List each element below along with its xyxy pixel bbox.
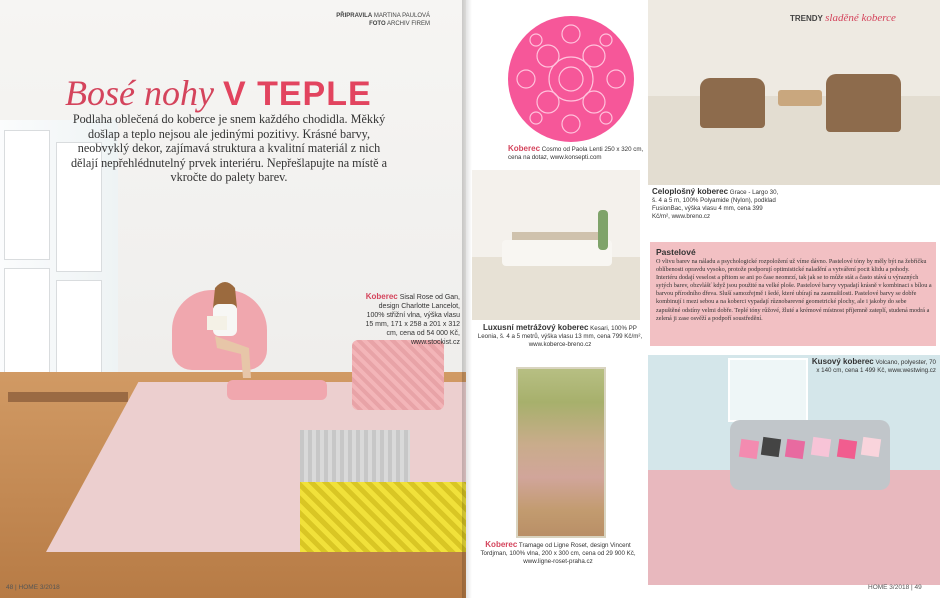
window-pane bbox=[4, 130, 50, 260]
folio-right: HOME 3/2018 | 49 bbox=[868, 584, 922, 591]
bench bbox=[8, 392, 128, 402]
caption-text: Volcano, polyester, 70 x 140 cm, cena 1 499 Kč, www.westwing.cz bbox=[816, 359, 936, 374]
armchair bbox=[700, 78, 765, 128]
woman-reading-illustration bbox=[195, 278, 255, 388]
article-intro: Podlaha oblečená do koberce je snem každého chodidla. Měkký došlap a teplo nejsou ale jedinými pozitivy. Krásné barvy, neobvyklý dekor, zajímavá struktura a kvalitní materiál z nich dělají nepřehlédnutelný prvek interiéru. Nepřešlapujte na místě a vkročte do palety barev. bbox=[70, 112, 388, 185]
armchair bbox=[826, 74, 901, 132]
title-italic: Bosé nohy bbox=[65, 73, 214, 113]
caption-luxus bbox=[476, 324, 644, 349]
pillow bbox=[811, 437, 831, 457]
bed bbox=[502, 240, 612, 266]
pouf bbox=[352, 340, 444, 410]
tramage-rug-photo bbox=[516, 367, 606, 538]
caption-label: Luxusní metrážový koberec bbox=[483, 323, 589, 332]
pillow bbox=[861, 437, 881, 457]
article-title bbox=[65, 72, 372, 114]
cosmo-rug-photo bbox=[508, 16, 634, 142]
caption-label: Celoplošný koberec bbox=[652, 187, 729, 196]
pillow bbox=[739, 439, 759, 459]
rug-yellow-panel bbox=[300, 482, 466, 552]
pastel-text: O vlivu barev na náladu a psychologické rozpoložení už víme dávno. Pastelové tóny by měly být na žebříčku oblíbenosti opravdu vysoko, protože podporují optimistické naladění a vytváření pocit klidu a pohody. Interiéru dodají veselost a přitom se ani po čase neomrzí, tak jak se to může stát a často stává u výrazných sytých barev, obzvlášť když jsou použité na velké ploše. Pastelové barvy vypadají krásně v kombinaci s bílou a barvou přírodního dřeva. Sluší samozřejmě i šedé, které ubírají na zasmušilosti. Pastelové barvy se dobře kombinují i mezi sebou a na koberci vypadají různobarevné geometrické plochy, ale i jakoby do sebe zapuštěné odstíny velmi dobře. Teplé tóny růžové, žluté a krémové místnost příjemně zateplí, studená modrá a zelená ji zase osvěží a podpoří soustředění. bbox=[656, 258, 932, 322]
section-header bbox=[790, 12, 896, 24]
pillow bbox=[837, 439, 857, 459]
pastel-heading: Pastelové bbox=[656, 247, 696, 257]
caption-kusovy bbox=[808, 358, 936, 375]
credits-value: MARTINA PAULOVÁ bbox=[373, 13, 430, 19]
caption-tramage bbox=[478, 541, 638, 566]
caption-label: Koberec bbox=[485, 540, 518, 549]
credits-label: PŘIPRAVILA bbox=[336, 13, 373, 19]
page-gutter bbox=[462, 0, 472, 598]
coffee-table bbox=[778, 90, 822, 106]
caption-label: Koberec bbox=[508, 144, 541, 153]
caption-text: Cosmo od Paola Lenti 250 x 320 cm, cena na dotaz, www.konsepti.com bbox=[508, 146, 644, 161]
caption-celoplosny bbox=[652, 188, 782, 221]
caption-label: Kusový koberec bbox=[811, 357, 874, 366]
title-caps: V TEPLE bbox=[222, 75, 372, 113]
caption-sisal-rose bbox=[360, 292, 460, 347]
caption-text: Tramage od Ligne Roset, design Vincent Tordjman, 100% vlna, 200 x 300 cm, cena od 29 900 Kč, www.ligne-roset-praha.cz bbox=[480, 542, 636, 565]
caption-cosmo bbox=[508, 145, 648, 162]
credits bbox=[310, 12, 430, 28]
caption-text: Kesari, 100% PP Leonia, š. 4 a 5 metrů, výška vlasu 13 mm, cena 799 Kč/m², www.koberce-breno.cz bbox=[477, 325, 643, 348]
window bbox=[728, 358, 808, 422]
section-title: sladěné koberce bbox=[825, 12, 896, 24]
section-label: TRENDY bbox=[790, 14, 823, 23]
credits-label: FOTO bbox=[369, 21, 386, 27]
rug-grey-panel bbox=[300, 430, 410, 482]
caption-text: Sisal Rose od Gan, design Charlotte Lancelot, 100% střižní vlna, výška vlasu 15 mm, 171 x 258 a 201 x 312 cm, cena od 54 000 Kč, www.stockist.cz bbox=[365, 294, 460, 346]
folio-left: 48 | HOME 3/2018 bbox=[6, 584, 60, 591]
bedroom-photo bbox=[472, 170, 640, 320]
caption-label: Koberec bbox=[365, 292, 398, 301]
pillow bbox=[785, 439, 805, 459]
left-page bbox=[0, 0, 466, 598]
pillow bbox=[761, 437, 781, 457]
credits-value: ARCHIV FIREM bbox=[386, 21, 430, 27]
caption-text: Grace - Largo 30, š. 4 a 5 m, 100% Polyamide (Nylon), podklad FusionBac, výška vlasu 4 mm, cena 399 Kč/m², www.breno.cz bbox=[652, 189, 779, 220]
window-pane bbox=[4, 268, 50, 388]
plant bbox=[598, 210, 608, 250]
